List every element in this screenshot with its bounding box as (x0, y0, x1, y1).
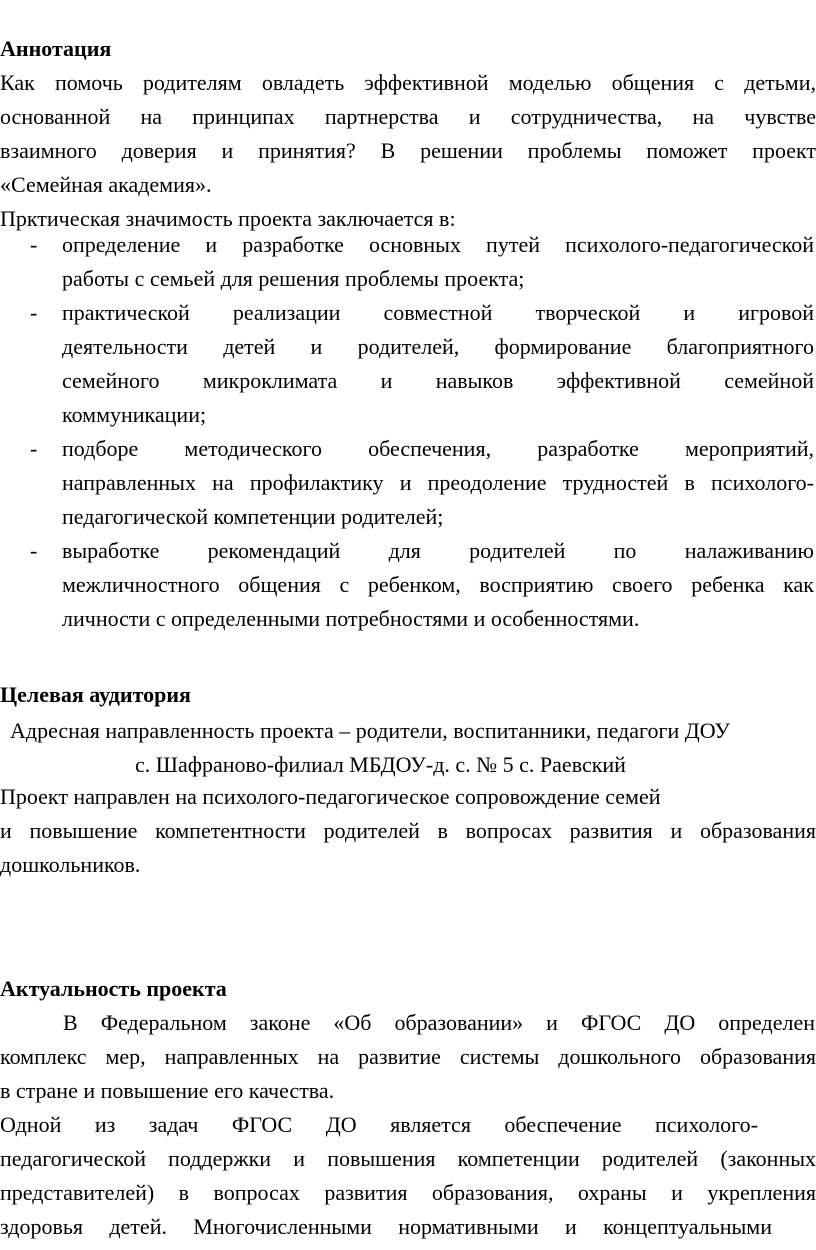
audience-line-1: Адресная направленность проекта – родители, воспитанники, педагоги ДОУ (10, 718, 731, 743)
audience-line-2: с. Шафраново-филиал МБДОУ-д. с. № 5 с. Раевский (135, 752, 626, 777)
audience-line-4: и повышение компетентности родителей в вопросах развития и образования (0, 818, 816, 843)
relevance-line-5: педагогической поддержки и повышения компетенции родителей (законных (0, 1146, 816, 1171)
list-item-3-line-2: направленных на профилактику и преодоление трудностей в психолого- (62, 470, 814, 495)
bullet-dash: - (30, 436, 38, 461)
list-item-1-line-1: определение и разработке основных путей психолого-педагогической (62, 232, 814, 257)
relevance-line-3: в стране и повышение его качества. (0, 1078, 335, 1103)
relevance-line-6: представителей) в вопросах развития образования, охраны и укрепления (0, 1180, 816, 1205)
list-item-4-line-1: выработке рекомендаций для родителей по налаживанию (62, 538, 814, 563)
list-item-1-line-2: работы с семьей для решения проблемы проекта; (62, 266, 525, 291)
relevance-line-4: Одной из задач ФГОС ДО является обеспечение психолого- (0, 1112, 758, 1137)
audience-line-5: дошкольников. (0, 852, 141, 877)
list-item-3-line-1: подборе методического обеспечения, разработке мероприятий, (62, 436, 814, 461)
bullet-dash: - (30, 538, 38, 563)
annotation-heading: Аннотация (0, 36, 112, 61)
list-item-2-line-1: практической реализации совместной творческой и игровой (62, 300, 814, 325)
annotation-line-1: Как помочь родителям овладеть эффективной моделью общения с детьми, (0, 70, 816, 95)
list-item-4-line-3: личности с определенными потребностями и особенностями. (62, 606, 640, 631)
relevance-line-2: комплекс мер, направленных на развитие системы дошкольного образования (0, 1044, 816, 1069)
list-item-3-line-3: педагогической компетенции родителей; (62, 504, 444, 529)
annotation-line-2: основанной на принципах партнерства и сотрудничества, на чувстве (0, 104, 816, 129)
bullet-dash: - (30, 232, 38, 257)
list-item-2-line-4: коммуникации; (62, 402, 207, 427)
relevance-line-7: здоровья детей. Многочисленными нормативными и концептуальными (0, 1214, 772, 1239)
significance-intro: Прктическая значимость проекта заключается в: (0, 206, 456, 231)
annotation-line-4: «Семейная академия». (0, 172, 212, 197)
audience-heading: Целевая аудитория (0, 682, 191, 707)
audience-line-3: Проект направлен на психолого-педагогическое сопровождение семей (0, 784, 661, 809)
list-item-2-line-3: семейного микроклимата и навыков эффективной семейной (62, 368, 814, 393)
annotation-line-3: взаимного доверия и принятия? В решении проблемы поможет проект (0, 138, 816, 163)
relevance-heading: Актуальность проекта (0, 976, 227, 1001)
list-item-2-line-2: деятельности детей и родителей, формирование благоприятного (62, 334, 814, 359)
list-item-4-line-2: межличностного общения с ребенком, восприятию своего ребенка как (62, 572, 814, 597)
bullet-dash: - (30, 300, 38, 325)
relevance-line-1: В Федеральном законе «Об образовании» и ФГОС ДО определен (63, 1010, 815, 1035)
